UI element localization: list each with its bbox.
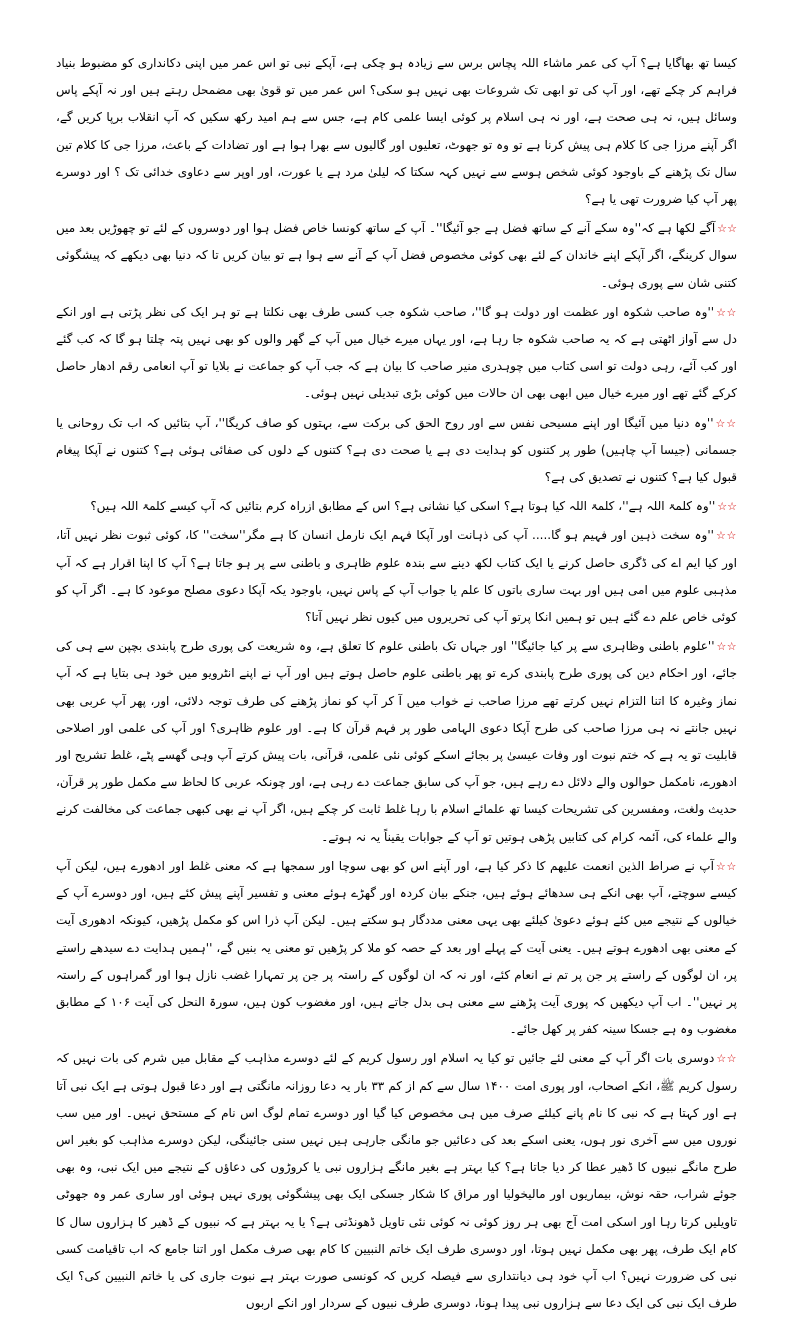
- paragraph: [56, 853, 737, 1043]
- star-icon: ☆☆: [716, 1052, 737, 1066]
- paragraph-text: ''وہ صاحب شکوہ اور عظمت اور دولت ہو گا''، صاحب شکوہ جب کسی طرف بھی نکلتا ہے تو ہر ایک کی نظر پڑتی ہے اور انکے دل سے آواز اٹھتی ہے کہ یہ صاحب شکوہ جا رہا ہے، اور یہاں میرے خیال میں آپ کے گھر والوں کو بھی نہیں پتہ چلتا ہو گا کہ کب گئے اور کب آئے، رہی دولت تو اسی کتاب میں چوہدری منیر صاحب کا بیان ہے کہ جب آپ کو جماعت نے بلایا تو آپ انعامی رقم ادھار حاصل کرکے گئے تھے اور میرے خیال میں ابھی بھی ان حالات میں کوئی بڑی تبدیلی نہیں ہوئی۔: [56, 304, 737, 401]
- star-icon: ☆☆: [716, 640, 737, 654]
- paragraph: [56, 1045, 737, 1317]
- star-icon: ☆☆: [715, 416, 737, 430]
- star-icon: ☆☆: [716, 305, 737, 319]
- paragraph-text: آپ نے صراط الذین انعمت علیھم کا ذکر کیا ہے، اور آپنے اس کو بھی سوچا اور سمجھا ہے کہ معنی غلط اور ادھورے ہیں، لیکن آپ کیسے سوچتے، آپ بھی انکے ہی سدھائے ہوئے ہیں، جنکے بیان کردہ اور گھڑے ہوئے معنی و تفسیر آپنے پیش کئے ہیں، اور دوسرے آپ کے خیالوں کے نتیجے میں کئے ہوئے دعویٰ کیلئے بھی یہی معنی مددگار ہو سکتے ہیں۔ لیکن آپ ذرا اس کو مکمل پڑھیں، کیونکہ ادھوری آیت کے معنی بھی ادھورے ہوتے ہیں۔ یعنی آیت کے پہلے اور بعد کے حصہ کو ملا کر پڑھیں تو معنی یہ بنیں گے، ''ہمیں ہدایت دے سیدھے راستے پر، ان لوگوں کے راستے پر جن پر تم نے انعام کئے، اور نہ کہ ان لوگوں کے راستہ پر جن پر تمہارا غضب نازل ہوا اور گمراہوں کے راستہ پر نہیں''۔ اب آپ دیکھیں کہ پوری آیت پڑھنے سے معنی ہی بدل جاتے ہیں، اور مغضوب کون ہیں، سورۃ النحل کی آیت ۱۰۶ کے مطابق مغضوب وہ ہے جسکا سینہ کفر پر کھل جائے۔: [56, 858, 737, 1037]
- star-icon: ☆☆: [715, 529, 737, 543]
- paragraph: [56, 50, 737, 213]
- paragraph: [56, 215, 737, 297]
- paragraph-text: ''وہ سخت ذہین اور فہیم ہو گا..... آپ کی ذہانت اور آپکا فہم ایک نارمل انسان کا ہے مگر''سخت'' کا، کوئی ثبوت نظر نہیں آتا، اور کیا ایم اے کی ڈگری حاصل کرنے یا ایک کتاب لکھ دینے سے بندہ علوم ظاہری و باطنی سے پر ہو جاتا ہے؟ آپ کا اپنا اقرار ہے کہ آپ مذہبی علوم میں امی ہیں اور بہت ساری باتوں کا علم یا جواب آپ کے پاس نہیں، باوجود یکہ آپکا دعوی مصلح موعود کا ہے۔ اگر آپ کو کوئی خاص علم دے گئے ہیں تو ہمیں انکا پرتو آپ کی تحریروں میں کیوں نظر نہیں آتا؟: [56, 528, 737, 625]
- paragraph-text: ''وہ کلمۃ اللہ ہے''، کلمۃ اللہ کیا ہوتا ہے؟ اسکی کیا نشانی ہے؟ اس کے مطابق ازراہ کرم بتائیں کہ آپ کیسے کلمۃ اللہ ہیں؟: [90, 499, 716, 514]
- paragraph: [56, 522, 737, 631]
- paragraph: [56, 493, 737, 520]
- paragraph: [56, 299, 737, 408]
- star-icon: ☆☆: [717, 222, 737, 236]
- star-icon: ☆☆: [717, 500, 737, 514]
- paragraph-text: آگے لکھا ہے کہ''وہ سکے آنے کے ساتھ فضل ہے جو آئیگا''۔ آپ کے ساتھ کونسا خاص فضل ہوا اور دوسروں کے لئے تو چھوڑیں بعد میں سوال کرینگے، اگر آپکے اپنے خاندان کے لئے بھی کوئی مخصوص فضل آپ کے آنے سے ہوا ہے تو بیان کریں تا کہ دنیا بھی دیکھے کہ پیشگوئی کتنی شان سے پوری ہوئی۔: [56, 221, 737, 290]
- paragraph: [56, 633, 737, 851]
- paragraph-text: دوسری بات اگر آپ کے معنی لئے جائیں تو کیا یہ اسلام اور رسول کریم کے لئے دوسرے مذاہب کے مقابل میں شرم کی بات نہیں کہ رسول کریم ﷺ، انکے اصحاب، اور پوری امت ۱۴۰۰ سال سے کم از کم ۳۳ بار یہ دعا روزانہ مانگتی ہے اور دعا قبول ہوتی ہے ایک نبی آتا ہے اور کہتا ہے کہ نبی کا نام پانے کیلئے صرف میں ہی مخصوص کیا گیا اور دوسرے تمام لوگ اس نام کے مستحق نہیں۔ اور میں سب نوروں میں سے آخری نور ہوں، یعنی اسکے بعد کی دعائیں جو مانگی جارہی ہیں نہیں سنی جائینگی، لیکن دوسرے مذاہب کو بغیر اس طرح مانگے نبیوں کا ڈھیر عطا کر دیا جاتا ہے؟ کیا بہتر ہے بغیر مانگے ہزاروں نبی یا کروڑوں کی دعاؤں کے نتیجے میں ایک نبی، وہ بھی جوئے شراب، حقہ نوش، بیماریوں اور مالیخولیا اور مراق کا شکار جسکی ایک بھی پیشگوئی پوری نہیں ہوئی اور ساری عمر وہ جھوٹی تاویلیں کرتا رہا اور اسکی امت آج بھی ہر روز کوئی نہ کوئی نئی تاویل ڈھونڈتی ہے؟ یا یہ بہتر ہے کہ نبیوں کے ڈھیر کا ہزاروں سال کا کام ایک طرف، پھر بھی مکمل نہیں ہوتا، اور دوسری طرف ایک خاتم النبیین کا کام بھی صرف مکمل اور اتنا جامع کہ اب تاقیامت کسی نبی کی ضرورت نہیں؟ اب آپ خود ہی دیانتداری سے فیصلہ کریں کہ کونسی صورت بہتر ہے نبوت جاری کی یا خاتم النبیین کی؟ ایک طرف ایک نبی کی ایک دعا سے ہزاروں نبی پیدا ہونا، دوسری طرف نبیوں کے سردار اور انکے اربوں: [56, 1051, 738, 1311]
- star-icon: ☆☆: [715, 859, 737, 873]
- paragraph-text: ''علوم باطنی وظاہری سے پر کیا جائیگا'' اور جہاں تک باطنی علوم کا تعلق ہے، وہ شریعت کی پوری طرح پابندی بچپن سے ہی کی جائے، اور احکام دین کی پوری طرح پابندی کرے تو پھر باطنی علوم حاصل ہوتے ہیں اور آپ نے اپنے انٹرویو میں خود ہی بتایا ہے کہ آپ نماز وغیرہ کا اتنا التزام نہیں کرتے تھے مرزا صاحب نے خواب میں آ کر آپ کو نماز پڑھنے کی طرف توجہ دلائی، اور، پھر آپ عربی بھی نہیں جانتے نہ ہی مرزا صاحب کی طرح آپکا دعوی الہامی طور پر فہم قرآن کا ہے۔ اور علوم ظاہری؟ اور آپ کی علمی اور اصلاحی قابلیت تو یہ ہے کہ ختم نبوت اور وفات عیسیٰ پر بجائے اسکے کوئی نئی علمی، قرآنی، بات پیش کرتے آپ وہی گھسے پٹے، غلط تشریح اور ادھورے، نامکمل حوالوں والے دلائل دے رہے ہیں، جو آپ کی سابق جماعت دے رہی ہے، اور چونکہ عربی کا لحاظ سے مکمل طور پر قرآن، حدیث ولغت، ومفسرین کی تشریحات کیسا تھ علمائے اسلام با رہا غلط ثابت کر چکے ہیں، اگر آپ نے بھی کبھی جماعت کی مخالفت کرنے والے علماء کی، آئمہ کرام کی کتابیں پڑھی ہوتیں تو آپ کے جوابات یقیناً یہ نہ ہوتے۔: [56, 639, 737, 844]
- paragraph: [56, 410, 737, 492]
- paragraph-text: کیسا تھ بھاگایا ہے؟ آپ کی عمر ماشاء اللہ پچاس برس سے زیادہ ہو چکی ہے، آپکے نبی تو اس عمر میں اپنی دکانداری کو مضبوط بنیاد فراہم کر چکے تھے، اور آپ کی تو ابھی تک شروعات بھی نہیں ہو سکی؟ اس عمر میں تو قویٰ بھی مضمحل رہتے ہیں اور نہ آپکے پاس وسائل ہیں، نہ ہی صحت ہے، اور نہ ہی اسلام پر کوئی ایسا علمی کام ہے، جس سے ہم امید رکھ سکیں کہ آپ انقلاب برپا کریں گے، اگر آپنے مرزا جی کا کلام ہی پیش کرنا ہے تو وہ تو جھوٹ، تعلیوں اور گالیوں سے بھرا ہوا ہے اور تضادات کے باعث، مرزا جی کا کلام تین سال تک پڑھنے کے باوجود کوئی شخص ہوسے سے نہیں کہہ سکتا کہ لیلیٰ مرد ہے یا عورت، اور اوپر سے دعاوی خدائی تک ؟ اور دوسرے پھر آپ کیا ضرورت تھی یا ہے؟: [56, 56, 737, 207]
- paragraph-text: ''وہ دنیا میں آئیگا اور اپنے مسیحی نفس سے اور روح الحق کی برکت سے، بہتوں کو صاف کریگا''، آپ بتائیں کہ اب تک روحانی یا جسمانی (جیسا آپ چاہیں) طور پر کتنوں کو ہدایت دی ہے یا صحت دی ہے؟ کتنوں کے دلوں کی صفائی ہوئی ہے؟ کتنوں نے آپکا پیغام قبول کیا ہے؟ کتنوں نے تصدیق کی ہے؟: [56, 415, 737, 485]
